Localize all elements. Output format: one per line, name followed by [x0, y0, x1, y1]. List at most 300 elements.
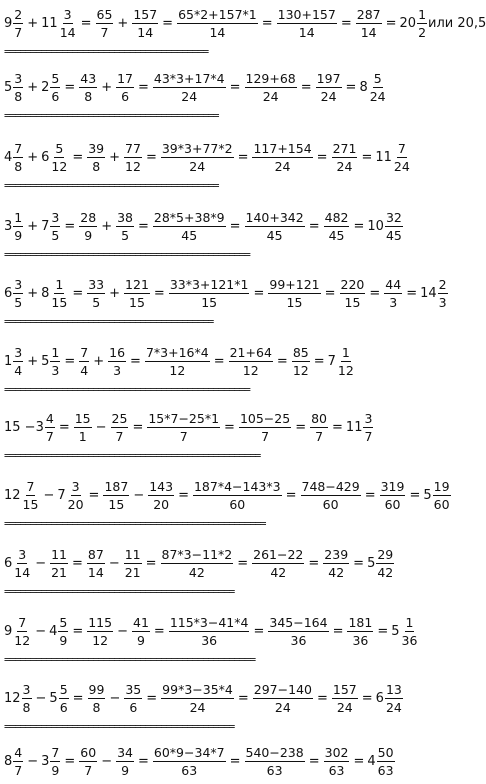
numerator: 87 — [87, 546, 104, 562]
numerator: 13 — [385, 681, 402, 697]
operator-sign: + — [27, 285, 39, 301]
numerator: 129+68 — [245, 70, 296, 86]
operator-sign: = — [145, 149, 157, 165]
denominator: 9 — [136, 632, 145, 648]
denominator: 45 — [328, 227, 345, 243]
numerator: 3 — [14, 276, 23, 292]
denominator: 45 — [181, 227, 198, 243]
denominator: 7 — [179, 428, 188, 444]
denominator: 63 — [377, 762, 394, 778]
fraction — [13, 210, 23, 243]
fraction — [161, 141, 234, 174]
fraction — [161, 547, 234, 580]
fraction — [252, 141, 312, 174]
denominator: 24 — [369, 88, 386, 104]
numerator: 1 — [14, 209, 23, 225]
separator-line: =============================================== — [4, 248, 250, 261]
numerator: 157 — [133, 6, 158, 22]
numerator: 121 — [125, 276, 149, 292]
denominator: 36 — [290, 632, 307, 648]
fraction — [87, 615, 113, 648]
operator-sign: = — [237, 555, 249, 571]
whole-part: 6 — [41, 149, 50, 165]
operator-sign: = — [353, 218, 365, 234]
operator-sign: = — [364, 487, 376, 503]
numerator: 3 — [364, 410, 373, 426]
fraction — [324, 745, 350, 778]
numerator: 7 — [14, 140, 23, 156]
denominator: 5 — [51, 227, 60, 243]
operator-sign: = — [58, 419, 70, 435]
fraction — [324, 210, 350, 243]
fraction — [433, 479, 451, 512]
fraction — [148, 479, 174, 512]
denominator: 1 — [78, 428, 87, 444]
numerator: 140+342 — [245, 209, 304, 225]
fraction — [116, 210, 134, 243]
operator-sign: + — [27, 15, 39, 31]
numerator: 3 — [51, 209, 60, 225]
fraction — [13, 615, 31, 648]
numerator: 540−238 — [245, 744, 304, 760]
fraction — [239, 411, 291, 444]
operator-sign: = — [385, 15, 397, 31]
numerator: 41 — [133, 614, 149, 630]
numerator: 3 — [14, 344, 23, 360]
numerator: 7*3+16*4 — [145, 344, 209, 360]
fraction — [316, 71, 342, 104]
numerator: 17 — [117, 70, 133, 86]
numerator: 3 — [22, 681, 31, 697]
equation-line — [4, 338, 356, 384]
denominator: 20 — [67, 496, 84, 512]
numerator: 187 — [104, 478, 129, 494]
fraction — [22, 479, 40, 512]
operator-sign: = — [130, 353, 141, 369]
fraction — [147, 411, 220, 444]
denominator: 7 — [14, 24, 23, 40]
denominator: 7 — [364, 428, 373, 444]
numerator: 5 — [55, 140, 64, 156]
denominator: 12 — [169, 362, 186, 378]
denominator: 12 — [14, 632, 31, 648]
denominator: 14 — [59, 24, 76, 40]
denominator: 45 — [266, 227, 283, 243]
numerator: 43 — [80, 70, 97, 86]
operator-sign: = — [153, 623, 165, 639]
numerator: 4 — [14, 744, 23, 760]
separator-line: ========================================= — [4, 109, 219, 122]
fraction — [161, 682, 234, 715]
fraction — [393, 141, 411, 174]
whole-part: 4 — [49, 623, 58, 639]
denominator: 45 — [385, 227, 402, 243]
numerator: 33 — [88, 276, 105, 292]
denominator: 24 — [393, 158, 410, 174]
denominator: 7 — [14, 762, 23, 778]
numerator: 117+154 — [253, 140, 312, 156]
whole-part: 5 — [49, 690, 58, 706]
fraction — [252, 547, 304, 580]
numerator: 77 — [125, 140, 141, 156]
whole-part: 4 — [4, 149, 13, 165]
numerator: 25 — [111, 410, 128, 426]
numerator: 29 — [377, 546, 394, 562]
operator-sign: − — [95, 419, 107, 435]
fraction — [292, 345, 310, 378]
operator-sign: = — [72, 690, 84, 706]
numerator: 187*4−143*3 — [193, 478, 281, 494]
denominator: 42 — [270, 564, 287, 580]
operator-sign: = — [285, 487, 297, 503]
operator-sign: = — [345, 79, 357, 95]
denominator: 3 — [438, 294, 447, 310]
fraction — [50, 277, 68, 310]
operator-sign: = — [253, 285, 265, 301]
fraction — [67, 479, 85, 512]
separator-line: ================================================= — [4, 449, 260, 462]
denominator: 63 — [181, 762, 198, 778]
numerator: 143 — [149, 478, 174, 494]
equation-line — [4, 540, 395, 586]
numerator: 50 — [377, 744, 394, 760]
denominator: 5 — [92, 294, 101, 310]
fraction — [13, 141, 23, 174]
fraction — [132, 615, 150, 648]
fraction — [268, 277, 320, 310]
numerator: 1 — [55, 276, 64, 292]
fraction — [79, 345, 89, 378]
fraction — [193, 479, 282, 512]
text-term: или 20,5 — [428, 15, 486, 31]
numerator: 1 — [341, 344, 350, 360]
denominator: 7 — [45, 428, 54, 444]
fraction — [153, 71, 226, 104]
operator-sign: = — [332, 623, 344, 639]
equation-line — [4, 608, 419, 654]
denominator: 8 — [14, 88, 23, 104]
operator-sign: = — [132, 419, 144, 435]
denominator: 9 — [121, 762, 130, 778]
numerator: 5 — [59, 681, 68, 697]
numerator: 319 — [380, 478, 405, 494]
numerator: 33*3+121*1 — [169, 276, 249, 292]
operator-sign: + — [27, 353, 39, 369]
denominator: 7 — [115, 428, 124, 444]
operator-sign: = — [237, 690, 249, 706]
denominator: 42 — [188, 564, 205, 580]
operator-sign: = — [361, 149, 373, 165]
denominator: 24 — [181, 88, 198, 104]
denominator: 21 — [51, 564, 67, 580]
whole-part: 20 — [399, 15, 417, 31]
numerator: 11 — [124, 546, 141, 562]
numerator: 239 — [324, 546, 349, 562]
operator-sign: − — [109, 690, 121, 706]
numerator: 2 — [438, 276, 447, 292]
denominator: 8 — [14, 158, 23, 174]
operator-sign: = — [295, 419, 307, 435]
operator-sign: = — [72, 623, 84, 639]
fraction — [438, 277, 448, 310]
operator-sign: = — [353, 555, 365, 571]
numerator: 7 — [80, 344, 89, 360]
fraction — [124, 141, 142, 174]
denominator: 7 — [100, 24, 109, 40]
numerator: 15*7−25*1 — [148, 410, 220, 426]
operator-sign: − — [133, 487, 145, 503]
numerator: 297−140 — [253, 681, 312, 697]
denominator: 3 — [113, 362, 122, 378]
whole-part: 12 — [4, 487, 21, 503]
numerator: 80 — [311, 410, 328, 426]
denominator: 3 — [389, 294, 398, 310]
separator-line: ======================================== — [4, 315, 213, 328]
equation-line — [4, 738, 396, 784]
denominator: 14 — [209, 24, 226, 40]
denominator: 6 — [129, 699, 138, 715]
denominator: 24 — [189, 699, 206, 715]
denominator: 63 — [266, 762, 283, 778]
denominator: 4 — [14, 362, 23, 378]
fraction — [332, 141, 358, 174]
equation-line — [4, 675, 404, 721]
operator-sign: = — [138, 218, 149, 234]
denominator: 24 — [336, 699, 353, 715]
fraction — [332, 682, 358, 715]
numerator: 482 — [324, 209, 349, 225]
numerator: 99*3−35*4 — [162, 681, 233, 697]
fraction — [13, 71, 23, 104]
denominator: 12 — [51, 158, 68, 174]
fraction — [376, 547, 394, 580]
operator-sign: = — [72, 285, 84, 301]
fraction — [177, 7, 258, 40]
equation-line — [4, 64, 388, 110]
fraction — [88, 682, 106, 715]
denominator: 12 — [337, 362, 354, 378]
denominator: 15 — [286, 294, 303, 310]
fraction — [337, 345, 355, 378]
fraction — [363, 411, 373, 444]
numerator: 5 — [51, 70, 60, 86]
whole-part: 11 — [41, 15, 58, 31]
fraction — [347, 615, 373, 648]
fraction — [79, 210, 97, 243]
equation-line — [4, 0, 486, 46]
numerator: 1 — [405, 614, 414, 630]
fraction — [74, 411, 92, 444]
denominator: 6 — [121, 88, 130, 104]
denominator: 36 — [401, 632, 418, 648]
operator-sign: + — [101, 79, 113, 95]
fraction — [153, 210, 226, 243]
numerator: 130+157 — [277, 6, 336, 22]
denominator: 63 — [328, 762, 345, 778]
denominator: 42 — [328, 564, 345, 580]
fraction — [369, 71, 387, 104]
whole-part: 2 — [41, 79, 50, 95]
operator-sign: + — [109, 149, 121, 165]
fraction — [45, 411, 55, 444]
operator-sign: = — [153, 285, 165, 301]
whole-part: 8 — [41, 285, 50, 301]
whole-part: 9 — [4, 15, 13, 31]
fraction — [310, 411, 328, 444]
denominator: 7 — [315, 428, 324, 444]
operator-sign: + — [93, 353, 105, 369]
denominator: 15 — [201, 294, 218, 310]
operator-sign: = — [145, 555, 157, 571]
fraction — [50, 745, 60, 778]
denominator: 5 — [14, 294, 23, 310]
fraction — [58, 615, 68, 648]
separator-line: ============================================ — [4, 720, 234, 733]
numerator: 44 — [385, 276, 402, 292]
operator-sign: = — [88, 487, 100, 503]
equation-line — [4, 270, 449, 316]
whole-part: 5 — [367, 555, 376, 571]
denominator: 14 — [137, 24, 154, 40]
denominator: 14 — [14, 564, 31, 580]
fraction — [116, 71, 134, 104]
numerator: 271 — [332, 140, 357, 156]
numerator: 7 — [26, 478, 35, 494]
numerator: 28 — [80, 209, 97, 225]
whole-part: 11 — [345, 419, 363, 435]
denominator: 8 — [84, 88, 93, 104]
whole-part: 7 — [327, 353, 336, 369]
denominator: 8 — [22, 699, 31, 715]
fraction — [13, 7, 23, 40]
denominator: 7 — [261, 428, 270, 444]
operator-sign: + — [117, 15, 129, 31]
numerator: 28*5+38*9 — [153, 209, 225, 225]
operator-sign: − — [43, 487, 55, 503]
denominator: 15 — [108, 496, 125, 512]
denominator: 21 — [124, 564, 141, 580]
fraction — [13, 547, 31, 580]
numerator: 3 — [63, 6, 72, 22]
operator-sign: = — [64, 753, 76, 769]
numerator: 43*3+17*4 — [153, 70, 225, 86]
numerator: 21+64 — [229, 344, 272, 360]
fraction — [13, 277, 23, 310]
fraction — [50, 547, 68, 580]
whole-part: 6 — [4, 285, 13, 301]
denominator: 9 — [51, 762, 60, 778]
fraction — [245, 745, 305, 778]
denominator: 6 — [59, 699, 68, 715]
whole-part: 10 — [367, 218, 384, 234]
numerator: 34 — [117, 744, 133, 760]
denominator: 8 — [92, 699, 101, 715]
separator-line: ======================================= — [4, 45, 208, 58]
denominator: 12 — [292, 362, 309, 378]
fraction — [50, 210, 60, 243]
denominator: 14 — [87, 564, 104, 580]
denominator: 2 — [418, 24, 427, 40]
fraction — [268, 615, 328, 648]
denominator: 14 — [360, 24, 377, 40]
numerator: 7 — [51, 744, 60, 760]
numerator: 345−164 — [269, 614, 328, 630]
numerator: 16 — [109, 344, 126, 360]
fraction — [111, 411, 129, 444]
whole-part: 3 — [4, 218, 13, 234]
numerator: 19 — [433, 478, 450, 494]
fraction — [13, 345, 23, 378]
numerator: 7 — [18, 614, 27, 630]
numerator: 1 — [418, 6, 427, 22]
operator-sign: = — [406, 285, 418, 301]
equation-line — [4, 472, 452, 518]
whole-part: 7 — [57, 487, 66, 503]
operator-sign: = — [316, 149, 328, 165]
separator-line: ================================================== — [4, 517, 266, 530]
fraction — [59, 7, 77, 40]
operator-sign: = — [377, 623, 389, 639]
numerator: 5 — [59, 614, 68, 630]
numerator: 39 — [88, 140, 105, 156]
operator-sign: = — [308, 218, 320, 234]
operator-sign: − — [35, 690, 47, 706]
fraction — [169, 615, 250, 648]
operator-sign: = — [316, 690, 328, 706]
fraction — [87, 141, 105, 174]
numerator: 157 — [332, 681, 357, 697]
operator-sign: − — [101, 753, 113, 769]
denominator: 60 — [433, 496, 450, 512]
denominator: 24 — [274, 699, 291, 715]
operator-sign: = — [138, 753, 149, 769]
whole-part: 7 — [41, 218, 50, 234]
operator-sign: − — [35, 623, 47, 639]
operator-sign: = — [64, 218, 76, 234]
operator-sign: + — [109, 285, 121, 301]
numerator: 7 — [397, 140, 406, 156]
numerator: 39*3+77*2 — [161, 140, 233, 156]
fraction — [245, 210, 305, 243]
operator-sign: = — [64, 353, 76, 369]
operator-sign: = — [361, 690, 373, 706]
operator-sign: = — [72, 555, 83, 571]
numerator: 99 — [88, 681, 105, 697]
whole-part: 3 — [35, 419, 44, 435]
fraction — [385, 682, 403, 715]
fraction — [385, 210, 403, 243]
fraction — [417, 7, 427, 40]
numerator: 2 — [14, 6, 23, 22]
separator-line: ================================================ — [4, 653, 255, 666]
denominator: 3 — [51, 362, 60, 378]
denominator: 20 — [153, 496, 170, 512]
fraction — [301, 479, 361, 512]
fraction — [153, 745, 226, 778]
operator-sign: = — [224, 419, 235, 435]
numerator: 3 — [18, 546, 27, 562]
numerator: 35 — [125, 681, 142, 697]
operator-sign: = — [72, 149, 84, 165]
operator-sign: = — [213, 353, 225, 369]
denominator: 24 — [274, 158, 291, 174]
fraction — [245, 71, 297, 104]
operator-sign: = — [324, 285, 336, 301]
denominator: 42 — [377, 564, 394, 580]
fraction — [384, 277, 402, 310]
whole-part: 9 — [4, 623, 13, 639]
operator-sign: = — [261, 15, 273, 31]
